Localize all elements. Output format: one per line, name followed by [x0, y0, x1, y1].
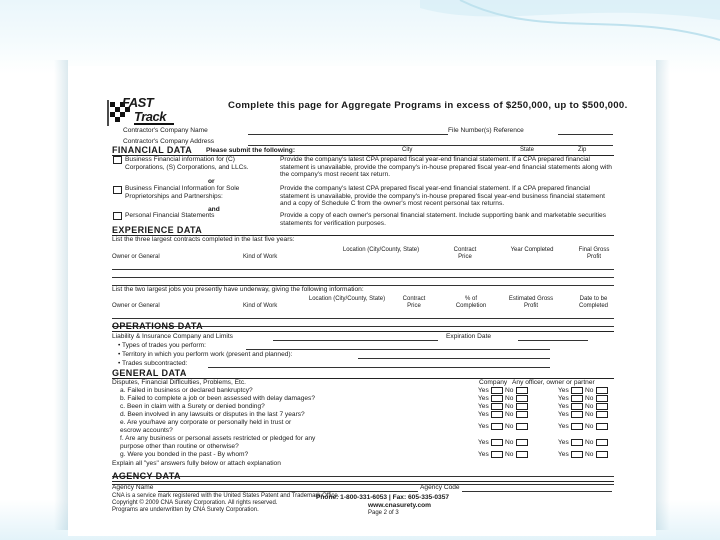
page-shadow-left — [54, 60, 68, 530]
owner-no-e: No — [585, 423, 594, 430]
trades-field[interactable] — [246, 349, 550, 350]
business-financial-sole-checkbox[interactable] — [113, 186, 122, 194]
fine-print-3: Programs are underwritten by CNA Surety Corporation. — [112, 507, 259, 513]
owner-yes-e-checkbox[interactable] — [571, 423, 583, 430]
experience-data-title: EXPERIENCE DATA — [112, 225, 203, 235]
experience-intro1: List the three largest contracts completed in the last five years: — [112, 236, 295, 243]
logo-text-fast: FAST — [122, 95, 154, 110]
territory-label: Territory in which you perform work (present and planned): — [122, 351, 293, 358]
territory-field[interactable] — [358, 358, 550, 359]
owner-no-a: No — [585, 387, 594, 394]
owner-yes-f-checkbox[interactable] — [571, 439, 583, 446]
exp1-row-2[interactable] — [112, 277, 614, 278]
owner-yes-g-checkbox[interactable] — [571, 451, 583, 458]
owner-yes-a: Yes — [558, 387, 569, 394]
exp2-header-kind: Kind of Work — [243, 303, 278, 309]
owner-yes-c-checkbox[interactable] — [571, 403, 583, 410]
expiration-field[interactable] — [518, 340, 588, 341]
company-no-d: No — [505, 411, 514, 418]
item3-description: Provide a copy of each owner's personal financial statement. Include supporting bank and marketable securities statements for verification purposes. — [280, 212, 607, 227]
owner-no-b-checkbox[interactable] — [596, 395, 608, 402]
company-no-e: No — [505, 423, 514, 430]
company-yes-f-checkbox[interactable] — [491, 439, 503, 446]
operations-rule — [112, 331, 614, 332]
fine-print-2: Copyright © 2009 CNA Surety Corporation. All rights reserved. — [112, 500, 278, 506]
owner-yes-d-checkbox[interactable] — [571, 411, 583, 418]
exp2-header-date: Date to be Completed — [578, 296, 608, 309]
exp2-header-estimated: Estimated Gross Profit — [508, 296, 554, 309]
state-label: State — [520, 147, 535, 153]
company-no-a: No — [505, 387, 514, 394]
company-no-a-checkbox[interactable] — [516, 387, 528, 394]
exp1-header-location: Location (City/County, State) — [342, 247, 420, 253]
company-name-field[interactable] — [248, 134, 448, 135]
item2-label: Business Financial Information for Sole Proprietorships and Partnerships: — [125, 185, 240, 200]
company-yes-d-checkbox[interactable] — [491, 411, 503, 418]
expiration-label: Expiration Date — [446, 333, 492, 340]
operations-bullet-3: • Trades subcontracted: — [118, 360, 188, 367]
owners-col-label: Any officer, owner or partner — [512, 379, 595, 386]
owner-yes-b: Yes — [558, 395, 569, 402]
exp2-header-completion: % of Completion — [455, 296, 487, 309]
and-label: and — [208, 206, 220, 213]
logo-text-track: Track — [134, 109, 166, 124]
owner-yes-g: Yes — [558, 451, 569, 458]
question-e: e. Are you/have any corporate or personally held in trust or escrow accounts? — [120, 419, 292, 434]
agency-name-field[interactable] — [158, 491, 418, 492]
agency-name-label: Agency Name — [112, 484, 154, 491]
company-no-f-checkbox[interactable] — [516, 439, 528, 446]
disputes-label: Disputes, Financial Difficulties, Problems, Etc. — [112, 379, 246, 386]
owner-no-e-checkbox[interactable] — [596, 423, 608, 430]
company-yes-c: Yes — [478, 403, 489, 410]
owner-no-g: No — [585, 451, 594, 458]
owner-no-a-checkbox[interactable] — [596, 387, 608, 394]
file-number-field[interactable] — [558, 134, 613, 135]
top-wave-decor — [420, 0, 720, 60]
exp2-header-location: Location (City/County, State) — [308, 296, 386, 302]
company-no-g-checkbox[interactable] — [516, 451, 528, 458]
company-no-e-checkbox[interactable] — [516, 423, 528, 430]
exp1-header-owner: Owner or General — [112, 254, 160, 260]
company-yes-a: Yes — [478, 387, 489, 394]
financial-data-title: FINANCIAL DATA — [112, 145, 193, 155]
company-yes-g-checkbox[interactable] — [491, 451, 503, 458]
liability-label: Liability & Insurance Company and Limits — [112, 333, 233, 340]
company-yes-e: Yes — [478, 423, 489, 430]
operations-bullet-1: • Types of trades you perform: — [118, 342, 206, 349]
company-yes-b-checkbox[interactable] — [491, 395, 503, 402]
liability-field[interactable] — [273, 340, 438, 341]
item1-description: Provide the company's latest CPA prepared fiscal year-end financial statement. If a CPA prepared financial statement is unavailable, provide the company's in-house prepared fiscal year-end financial statements along with the company's most recent tax return. — [280, 156, 612, 179]
personal-financial-checkbox[interactable] — [113, 212, 122, 220]
company-no-b: No — [505, 395, 514, 402]
exp1-header-price: Contract Price — [453, 247, 477, 260]
trades-label: Types of trades you perform: — [122, 342, 206, 349]
city-label: City — [402, 147, 413, 153]
explain-note: Explain all "yes" answers fully below or attach explanation — [112, 460, 281, 467]
company-address-field[interactable] — [248, 145, 613, 146]
question-c: c. Been in claim with a Surety or denied bonding? — [120, 403, 265, 410]
agency-rule — [112, 481, 614, 482]
company-no-b-checkbox[interactable] — [516, 395, 528, 402]
agency-code-label: Agency Code — [420, 484, 460, 491]
agency-phone-line: Phone: 1-800-331-6053 | Fax: 605-335-0357 — [316, 494, 450, 501]
owner-yes-f: Yes — [558, 439, 569, 446]
zip-label: Zip — [578, 147, 587, 153]
subcontracted-label: Trades subcontracted: — [122, 360, 188, 367]
exp1-header-profit: Final Gross Profit — [578, 247, 610, 260]
company-no-d-checkbox[interactable] — [516, 411, 528, 418]
page-shadow-right — [656, 60, 670, 530]
company-yes-g: Yes — [478, 451, 489, 458]
exp2-header-price: Contract Price — [402, 296, 426, 309]
financial-submit-note: Please submit the following: — [206, 147, 296, 154]
agency-code-field[interactable] — [462, 491, 612, 492]
company-name-label: Contractor's Company Name — [123, 127, 208, 134]
question-b: b. Failed to complete a job or been assessed with delay damages? — [120, 395, 315, 402]
explain-line-1[interactable] — [112, 476, 614, 477]
file-number-label: File Number(s) Reference — [448, 127, 524, 134]
company-no-f: No — [505, 439, 514, 446]
agency-data-title: AGENCY DATA — [112, 471, 181, 481]
exp2-header-owner: Owner or General — [112, 303, 160, 309]
fine-print-1: CNA is a service mark registered with the United States Patent and Trademark Office. — [112, 493, 340, 499]
question-a: a. Failed in business or declared bankruptcy? — [120, 387, 253, 394]
operations-data-title: OPERATIONS DATA — [112, 321, 203, 331]
company-yes-b: Yes — [478, 395, 489, 402]
exp2-row-1[interactable] — [112, 318, 614, 319]
owner-yes-d: Yes — [558, 411, 569, 418]
owner-yes-c: Yes — [558, 403, 569, 410]
business-financial-corp-checkbox[interactable] — [113, 156, 122, 164]
experience-intro2: List the two largest jobs you presently have underway, giving the following information: — [112, 286, 364, 293]
company-yes-c-checkbox[interactable] — [491, 403, 503, 410]
question-f: f. Are any business or personal assets restricted or pledged for any purpose other than routine or otherwise? — [120, 435, 316, 450]
owner-no-c: No — [585, 403, 594, 410]
exp1-header-kind: Kind of Work — [243, 254, 278, 260]
item2-description: Provide the company's latest CPA prepared fiscal year-end financial statement. If a CPA prepared financial statement is unavailable, provide the company's in-house prepared fiscal year-end business financial statement and a copy of Schedule C from the owner's most recent personal tax returns. — [280, 185, 605, 208]
owner-no-g-checkbox[interactable] — [596, 451, 608, 458]
company-yes-e-checkbox[interactable] — [491, 423, 503, 430]
company-yes-d: Yes — [478, 411, 489, 418]
owner-no-b: No — [585, 395, 594, 402]
owner-no-d: No — [585, 411, 594, 418]
company-no-g: No — [505, 451, 514, 458]
owner-yes-b-checkbox[interactable] — [571, 395, 583, 402]
item1-label: Business Financial information for (C) Corporations, (S) Corporations, and LLCs. — [125, 156, 249, 171]
page-number: Page 2 of 3 — [368, 510, 399, 516]
company-yes-f: Yes — [478, 439, 489, 446]
owner-no-f-checkbox[interactable] — [596, 439, 608, 446]
question-d: d. Been involved in any lawsuits or disputes in the last 7 years? — [120, 411, 305, 418]
exp1-header-year: Year Completed — [510, 247, 554, 253]
general-data-title: GENERAL DATA — [112, 368, 187, 378]
subcontracted-field[interactable] — [208, 367, 550, 368]
or-label: or — [208, 178, 215, 185]
company-col-label: Company — [479, 379, 508, 386]
owner-yes-e: Yes — [558, 423, 569, 430]
owner-no-c-checkbox[interactable] — [596, 403, 608, 410]
company-yes-a-checkbox[interactable] — [491, 387, 503, 394]
question-g: g. Were you bonded in the past - By whom? — [120, 451, 249, 458]
company-address-label: Contractor's Company Address — [123, 138, 215, 145]
operations-bullet-2: • Territory in which you perform work (present and planned): — [118, 351, 293, 358]
company-no-c-checkbox[interactable] — [516, 403, 528, 410]
agency-web-line: www.cnasurety.com — [368, 502, 432, 509]
company-no-c: No — [505, 403, 514, 410]
item3-label: Personal Financial Statements — [125, 212, 215, 219]
document-page — [68, 66, 656, 536]
owner-yes-a-checkbox[interactable] — [571, 387, 583, 394]
owner-no-f: No — [585, 439, 594, 446]
page-headline: Complete this page for Aggregate Programs in excess of $250,000, up to $500,000. — [228, 100, 628, 111]
explain-line-2[interactable] — [112, 484, 614, 485]
owner-no-d-checkbox[interactable] — [596, 411, 608, 418]
exp1-row-1[interactable] — [112, 269, 614, 270]
